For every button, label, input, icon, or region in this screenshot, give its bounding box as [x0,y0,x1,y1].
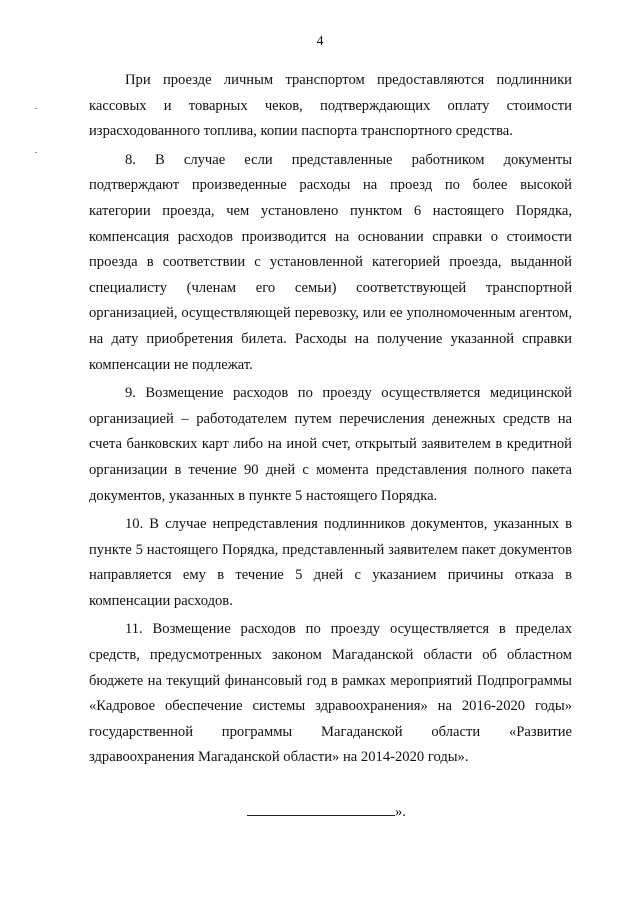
closing-quote-mark: ». [395,804,406,820]
paragraph-private-transport: При проезде личным транспортом предоставляются подлинники кассовых и товарных чеков, подтверждающих оплату стоимости израсходованного топлива, копии паспорта транспортного средства. [89,72,572,140]
document-body [89,68,572,771]
signature-underline [247,805,395,816]
paragraph-item-8: 8. В случае если представленные работником документы подтверждают произведенные расходы на проезд по более высокой категории проезда, чем установлено пунктом 6 настоящего Порядка, компенсация расходов производится на основании справки о стоимости проезда в соответствии с установленной категорией проезда, выданной специалисту (членам его семьи) соответствующей транспортной организацией, осуществляющей перевозку, или ее уполномоченным агентом, на дату приобретения билета. Расходы на получение указанной справки компенсации не подлежат. [89,151,572,373]
margin-mark [35,152,37,153]
closing-line [247,804,406,821]
paragraph-item-10: 10. В случае непредставления подлинников документов, указанных в пункте 5 настоящего Порядка, представленный заявителем пакет документов направляется ему в течение 5 дней с указанием причины отказа в компенсации расходов. [89,516,572,609]
page-number: 4 [316,34,324,49]
paragraph-item-9: 9. Возмещение расходов по проезду осуществляется медицинской организацией – работодателем путем перечисления денежных средств на счета банковских карт либо на иной счет, открытый заявителем в кредитной организации в течение 90 дней с момента представления полного пакета документов, указанных в пункте 5 настоящего Порядка. [89,385,572,504]
paragraph-item-11: 11. Возмещение расходов по проезду осуществляется в пределах средств, предусмотренных законом Магаданской области об областном бюджете на текущий финансовый год в рамках мероприятий Подпрограммы «Кадровое обеспечение системы здравоохранения» на 2016-2020 годы» государственной программы Магаданской области «Развитие здравоохранения Магаданской области» на 2014-2020 годы». [89,621,572,766]
margin-mark [35,108,37,109]
